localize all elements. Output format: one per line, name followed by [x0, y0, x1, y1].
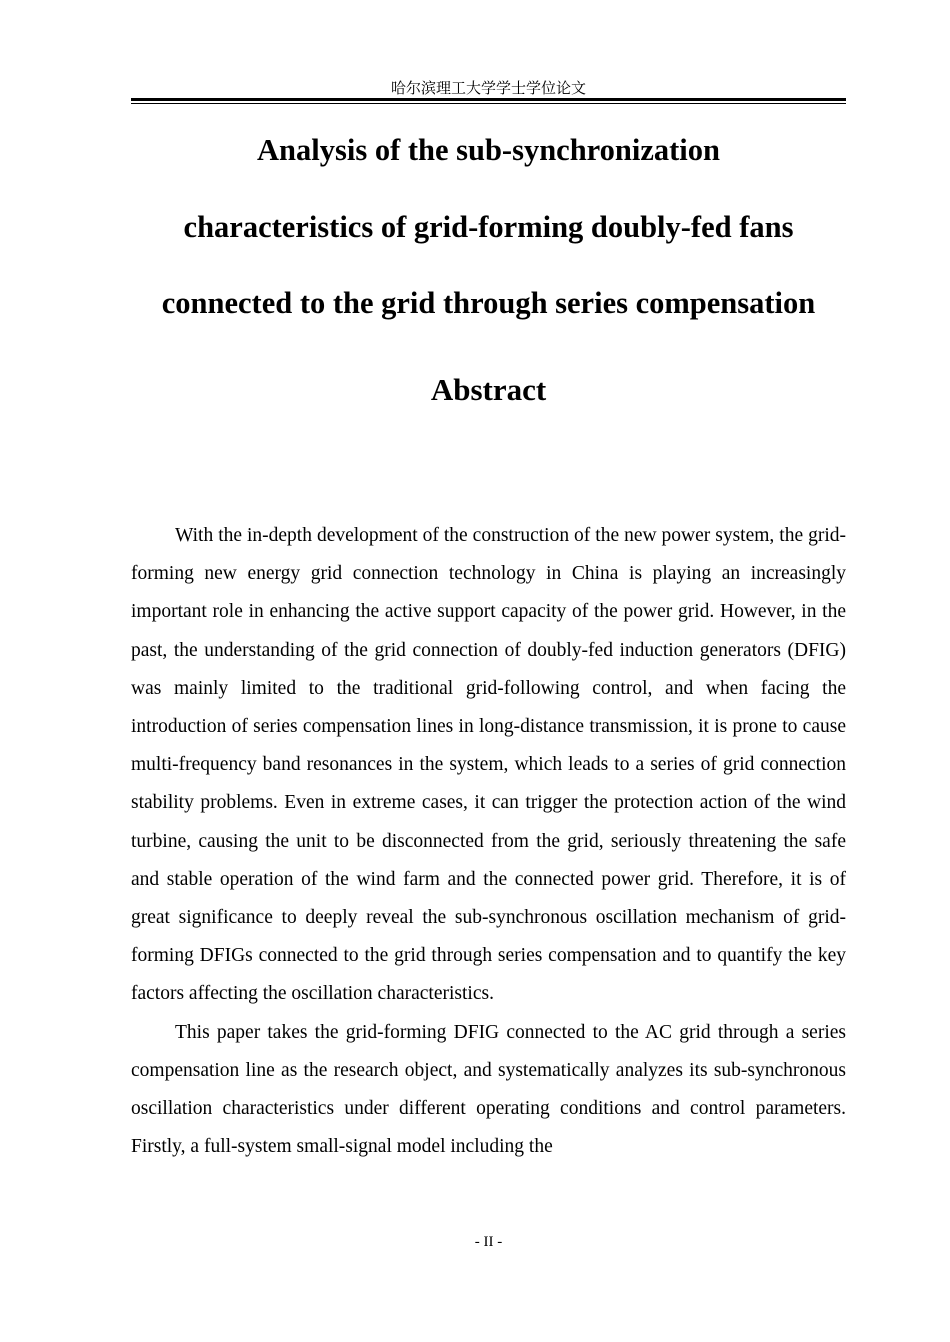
abstract-paragraph-2: This paper takes the grid-forming DFIG connected to the AC grid through a series compensation line as the research object, and systematically analyzes its sub-synchronous oscillation characteristics under different operating conditions and control parameters. Firstly, a full-system small-signal model including the [131, 1021, 846, 1158]
header-rule-thin [131, 103, 846, 104]
abstract-body [131, 517, 846, 1166]
title-line-3: connected to the grid through series compensation [161, 286, 816, 320]
header-title: 哈尔滨理工大学学士学位论文 [390, 79, 586, 97]
title-line-2: characteristics of grid-forming doubly-fed fans [183, 210, 794, 244]
abstract-paragraph-1: With the in-depth development of the construction of the new power system, the grid-forming new energy grid connection technology in China is playing an increasingly important role in enhancing the active support capacity of the power grid. However, in the past, the understanding of the grid connection of doubly-fed induction generators (DFIG) was mainly limited to the traditional grid-following control, and when facing the introduction of series compensation lines in long-distance transmission, it is prone to cause multi-frequency band resonances in the system, which leads to a series of grid connection stability problems. Even in extreme cases, it can trigger the protection action of the wind turbine, causing the unit to be disconnected from the grid, seriously threatening the safe and stable operation of the wind farm and the connected power grid. Therefore, it is of great significance to deeply reveal the sub-synchronous oscillation mechanism of grid-forming DFIGs connected to the grid through series compensation and to quantify the key factors affecting the oscillation characteristics. [131, 525, 846, 1005]
abstract-heading: Abstract [430, 372, 547, 407]
header-rule-thick [131, 98, 846, 101]
page-number: - II - [474, 1234, 503, 1250]
title-line-1: Analysis of the sub-synchronization [257, 133, 720, 167]
